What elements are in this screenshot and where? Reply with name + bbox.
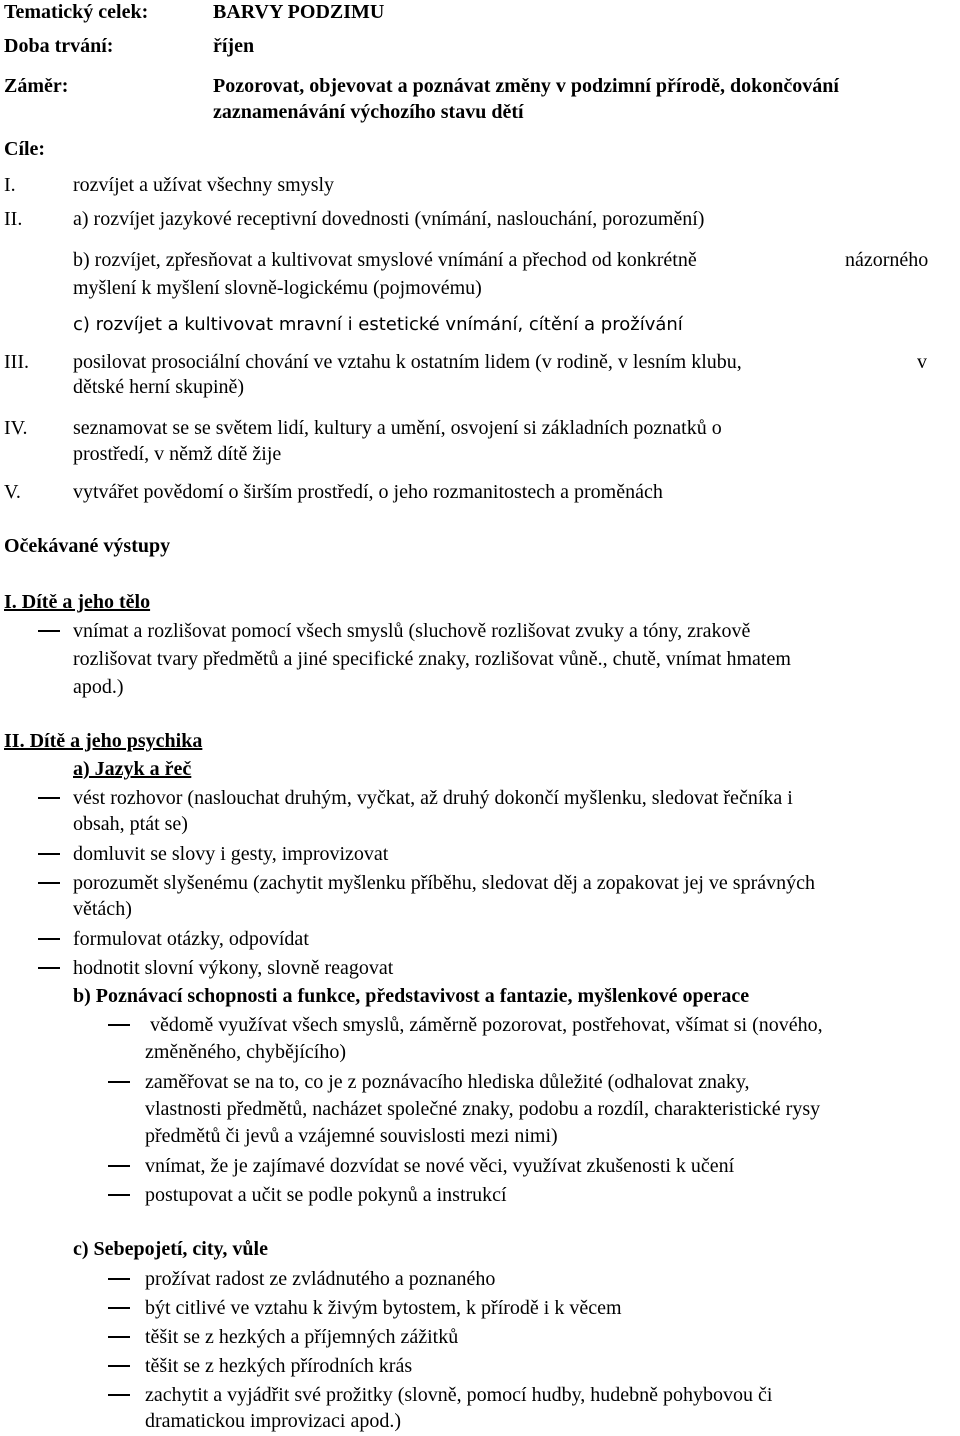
section-1-line-3: apod.) bbox=[73, 676, 124, 698]
section-1-line-2: rozlišovat tvary předmětů a jiné specifické znaky, rozlišovat vůně., chutě, vnímat hmatem bbox=[73, 648, 791, 670]
dash-icon bbox=[108, 1365, 130, 1367]
dash-icon bbox=[108, 1307, 130, 1309]
c-item-5-line-2: dramatickou improvizaci apod.) bbox=[145, 1410, 402, 1432]
goal-ii-number: II. bbox=[4, 208, 23, 230]
dash-icon bbox=[108, 1336, 130, 1338]
duration-value: říjen bbox=[213, 35, 255, 57]
a-item-1-line-2: obsah, ptát se) bbox=[73, 813, 188, 835]
c-item-1: prožívat radost ze zvládnutého a poznaného bbox=[145, 1268, 496, 1290]
goal-iii-line-1: posilovat prosociální chování ve vztahu k ostatním lidem (v rodině, v lesním klubu, bbox=[73, 351, 742, 373]
b-item-1-line-2: změněného, chybějícího) bbox=[145, 1041, 347, 1063]
goal-ii-b-line-2: myšlení k myšlení slovně-logickému (pojmovému) bbox=[73, 277, 482, 299]
goal-v-number: V. bbox=[4, 481, 21, 503]
dash-icon bbox=[108, 1165, 130, 1167]
dash-icon bbox=[38, 938, 60, 940]
a-item-2: domluvit se slovy i gesty, improvizovat bbox=[73, 843, 389, 865]
dash-icon bbox=[38, 630, 60, 632]
dash-icon bbox=[38, 882, 60, 884]
theme-label: Tematický celek: bbox=[4, 1, 149, 23]
aim-label: Záměr: bbox=[4, 75, 69, 97]
theme-value: BARVY PODZIMU bbox=[213, 1, 385, 23]
goal-i-text: rozvíjet a užívat všechny smysly bbox=[73, 174, 335, 196]
dash-icon bbox=[38, 967, 60, 969]
aim-text-line-1: Pozorovat, objevovat a poznávat změny v podzimní přírodě, dokončování bbox=[213, 75, 839, 97]
goal-iii-number: III. bbox=[4, 351, 29, 373]
goal-iii-line-2: dětské herní skupině) bbox=[73, 376, 245, 398]
goals-title: Cíle: bbox=[4, 138, 46, 160]
section-2-title: II. Dítě a jeho psychika bbox=[4, 730, 203, 752]
subsection-b-title: b) Poznávací schopnosti a funkce, představivost a fantazie, myšlenkové operace bbox=[73, 985, 750, 1007]
goal-iv-line-1: seznamovat se se světem lidí, kultury a umění, osvojení si základních poznatků o bbox=[73, 417, 722, 439]
outcomes-title: Očekávané výstupy bbox=[4, 535, 171, 557]
dash-icon bbox=[38, 853, 60, 855]
b-item-3: vnímat, že je zajímavé dozvídat se nové věci, využívat zkušenosti k učení bbox=[145, 1155, 735, 1177]
goal-v-text: vytvářet povědomí o širším prostředí, o jeho rozmanitostech a proměnách bbox=[73, 481, 663, 503]
b-item-2-line-2: vlastnosti předmětů, nacházet společné znaky, podobu a rozdíl, charakteristické rysy bbox=[145, 1098, 821, 1120]
dash-icon bbox=[108, 1394, 130, 1396]
c-item-5-line-1: zachytit a vyjádřit své prožitky (slovně, pomocí hudby, hudebně pohybovou či bbox=[145, 1384, 773, 1406]
a-item-1-line-1: vést rozhovor (naslouchat druhým, vyčkat, až druhý dokončí myšlenku, sledovat řečníka i bbox=[73, 787, 793, 809]
dash-icon bbox=[38, 797, 60, 799]
b-item-2-line-3: předmětů či jevů a vzájemné souvislosti mezi nimi) bbox=[145, 1125, 558, 1147]
section-1-title: I. Dítě a jeho tělo bbox=[4, 591, 151, 613]
c-item-3: těšit se z hezkých a příjemných zážitků bbox=[145, 1326, 459, 1348]
a-item-5: hodnotit slovní výkony, slovně reagovat bbox=[73, 957, 394, 979]
aim-text-line-2: zaznamenávání výchozího stavu dětí bbox=[213, 101, 524, 123]
goal-ii-b-word: názorného bbox=[845, 249, 929, 271]
b-item-4: postupovat a učit se podle pokynů a instrukcí bbox=[145, 1184, 507, 1206]
subsection-a-title: a) Jazyk a řeč bbox=[73, 758, 192, 780]
a-item-3-line-1: porozumět slyšenému (zachytit myšlenku příběhu, sledovat děj a zopakovat jej ve správných bbox=[73, 872, 816, 894]
goal-ii-b-line-1: b) rozvíjet, zpřesňovat a kultivovat smyslové vnímání a přechod od konkrétně bbox=[73, 249, 697, 271]
b-item-2-line-1: zaměřovat se na to, co je z poznávacího hlediska důležité (odhalovat znaky, bbox=[145, 1071, 750, 1093]
goal-ii-a: a) rozvíjet jazykové receptivní dovednosti (vnímání, naslouchání, porozumění) bbox=[73, 208, 705, 230]
dash-icon bbox=[108, 1278, 130, 1280]
goal-i-number: I. bbox=[4, 174, 16, 196]
goal-iii-v: v bbox=[917, 351, 927, 373]
c-item-2: být citlivé ve vztahu k živým bytostem, k přírodě i k věcem bbox=[145, 1297, 622, 1319]
dash-icon bbox=[108, 1024, 130, 1026]
a-item-4: formulovat otázky, odpovídat bbox=[73, 928, 309, 950]
section-1-line-1: vnímat a rozlišovat pomocí všech smyslů (sluchově rozlišovat zvuky a tóny, zrakově bbox=[73, 620, 751, 642]
goal-iv-number: IV. bbox=[4, 417, 28, 439]
dash-icon bbox=[108, 1081, 130, 1083]
dash-icon bbox=[108, 1194, 130, 1196]
duration-label: Doba trvání: bbox=[4, 35, 114, 57]
b-item-1-line-1: vědomě využívat všech smyslů, záměrně pozorovat, postřehovat, všímat si (nového, bbox=[145, 1014, 823, 1036]
subsection-c-title: c) Sebepojetí, city, vůle bbox=[73, 1238, 268, 1260]
a-item-3-line-2: větách) bbox=[73, 898, 132, 920]
goal-ii-c: c) rozvíjet a kultivovat mravní i estetické vnímání, cítění a prožívání bbox=[73, 314, 683, 335]
goal-iv-line-2: prostředí, v němž dítě žije bbox=[73, 443, 282, 465]
c-item-4: těšit se z hezkých přírodních krás bbox=[145, 1355, 413, 1377]
